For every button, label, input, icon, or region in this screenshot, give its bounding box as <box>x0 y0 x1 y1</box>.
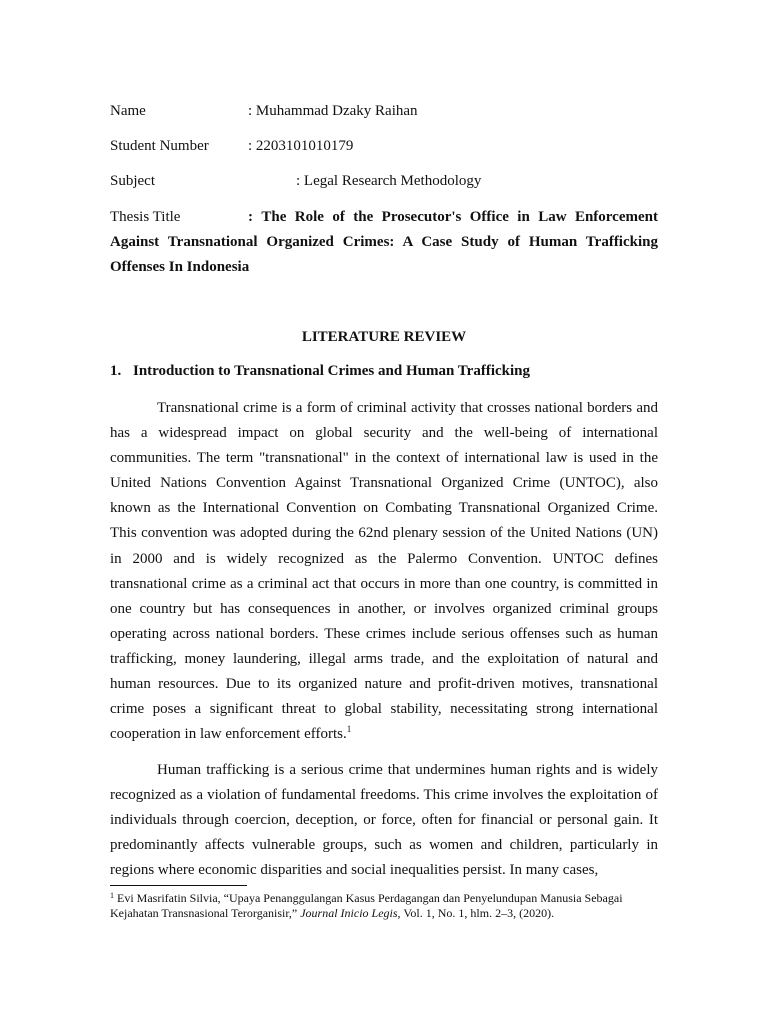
footnote-journal: Journal Inicio Legis <box>300 906 398 920</box>
student-number-row <box>110 136 354 156</box>
student-number-value: : 2203101010179 <box>248 138 354 154</box>
thesis-title-block <box>110 205 658 280</box>
paragraph-2-text: Human trafficking is a serious crime that undermines human rights and is widely recognized as a violation of fundamental freedoms. This crime involves the exploitation of individuals through coercion, deception, or force, often for financial or personal gain. It predominantly affects vulnerable groups, such as women and children, particularly in regions where economic disparities and social inequalities persist. In many cases, <box>110 762 658 879</box>
subject-row <box>110 171 482 191</box>
thesis-title-colon: : <box>248 209 253 225</box>
subject-label: Subject <box>110 173 155 189</box>
paragraph-transnational-crime <box>110 396 658 747</box>
footnote-number: 1 <box>110 891 114 900</box>
student-number-label: Student Number <box>110 138 209 154</box>
section-number: 1. <box>110 363 122 379</box>
footnote-text-before: Evi Masrifatin Silvia, “Upaya Penanggulangan Kasus Perdagangan dan Penyelundupan Manusia Sebagai Kejahatan Transnasional Terorganisir,” <box>110 891 623 920</box>
footnote-separator <box>110 885 247 886</box>
footnote <box>110 891 670 921</box>
section-title: Introduction to Transnational Crimes and Human Trafficking <box>133 363 531 379</box>
thesis-title-value: The Role of the Prosecutor's Office in Law Enforcement Against Transnational Organized Crimes: A Case Study of Human Trafficking Offenses In Indonesia <box>110 209 658 275</box>
name-label: Name <box>110 103 146 119</box>
section-heading <box>110 361 530 381</box>
paragraph-1-text: Transnational crime is a form of criminal activity that crosses national borders and has a widespread impact on global security and the well-being of international communities. The term "transnational" in the context of international law is used in the United Nations Convention Against Transnational Organized Crime (UNTOC), also known as the International Convention on Combating Transnational Organized Crime. This convention was adopted during the 62nd plenary session of the United Nations (UN) in 2000 and is widely recognized as the Palermo Convention. UNTOC defines transnational crime as a criminal act that occurs in more than one country, is committed in one country but has consequences in another, or involves organized criminal groups operating across national borders. These crimes include serious offenses such as human trafficking, money laundering, illegal arms trade, and the exploitation of natural and human resources. Due to its organized nature and profit-driven motives, transnational crime poses a significant threat to global stability, necessitating strong international cooperation in law enforcement efforts. <box>110 400 658 743</box>
name-row <box>110 101 418 121</box>
name-value: : Muhammad Dzaky Raihan <box>248 103 418 119</box>
thesis-title-label: Thesis Title <box>110 209 181 225</box>
footnote-reference[interactable]: 1 <box>346 724 352 735</box>
paragraph-human-trafficking <box>110 758 658 883</box>
literature-review-heading: LITERATURE REVIEW <box>301 329 467 345</box>
subject-value: : Legal Research Methodology <box>296 173 482 189</box>
footnote-text-after: , Vol. 1, No. 1, hlm. 2–3, (2020). <box>397 906 555 920</box>
